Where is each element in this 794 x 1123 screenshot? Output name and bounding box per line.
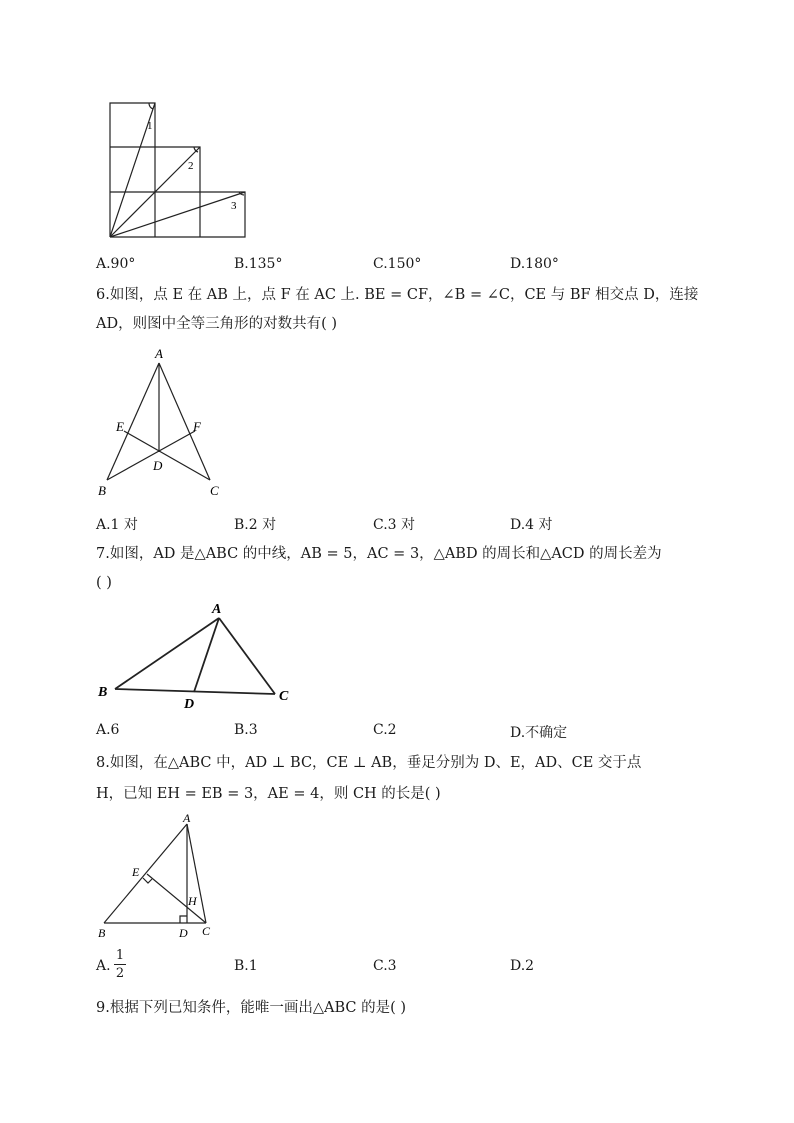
q7-stem-line2: ( ) [96, 575, 112, 591]
q8-label-d: D [179, 926, 188, 940]
q7-label-b: B [98, 685, 108, 700]
q5-option-a[interactable]: A.90° [96, 256, 136, 272]
q9-stem-line1: 9.根据下列已知条件，能唯一画出△ABC 的是( ) [96, 1000, 407, 1016]
q6-option-c[interactable]: C.3 对 [373, 517, 416, 533]
q8-fraction-denominator: 2 [115, 966, 125, 981]
q7-option-a[interactable]: A.6 [96, 722, 120, 738]
q8-option-d[interactable]: D.2 [510, 958, 535, 974]
q8-stem-line1: 8.如图，在△ABC 中，AD ⊥ BC，CE ⊥ AB，垂足分别为 D、E，AD、CE 交于点 [96, 755, 642, 771]
q8-option-a-prefix: A. [96, 958, 111, 974]
q5-option-c[interactable]: C.150° [373, 256, 422, 272]
q8-label-b: B [98, 926, 106, 940]
q5-diagonal-3 [110, 192, 245, 237]
q8-label-a: A [183, 811, 191, 825]
q6-option-d[interactable]: D.4 对 [510, 517, 553, 533]
q7-triangle-figure [92, 598, 302, 713]
q7-option-c[interactable]: C.2 [373, 722, 397, 738]
q6-stem-line1: 6.如图，点 E 在 AB 上，点 F 在 AC 上. BE = CF，∠B = ∠C，CE 与 BF 相交点 D，连接 [96, 287, 699, 303]
q7-stem-line1: 7.如图，AD 是△ABC 的中线，AB = 5，AC = 3，△ABD 的周长和△ACD 的周长差为 [96, 546, 662, 562]
q7-option-d[interactable]: D.不确定 [510, 725, 568, 741]
q5-option-d[interactable]: D.180° [510, 256, 559, 272]
q7-label-d: D [184, 697, 195, 712]
q6-label-e: E [116, 419, 124, 434]
q8-option-c[interactable]: C.3 [373, 958, 397, 974]
q8-option-a-fraction [114, 948, 126, 983]
q6-option-b[interactable]: B.2 对 [234, 517, 277, 533]
q7-option-b[interactable]: B.3 [234, 722, 258, 738]
q8-triangle-figure [92, 810, 222, 945]
q5-angle-label-2: 2 [188, 160, 194, 172]
q8-stem-line2: H，已知 EH = EB = 3，AE = 4，则 CH 的长是( ) [96, 786, 441, 802]
q5-option-b[interactable]: B.135° [234, 256, 283, 272]
q8-option-b[interactable]: B.1 [234, 958, 258, 974]
q6-triangle-figure [92, 343, 232, 503]
q6-label-d: D [153, 458, 163, 473]
q8-fraction-numerator: 1 [115, 948, 125, 963]
q8-label-h: H [188, 894, 197, 908]
q6-option-a[interactable]: A.1 对 [96, 517, 138, 533]
q5-angle-label-1: 1 [147, 120, 153, 132]
q6-label-a: A [155, 346, 163, 361]
q8-label-e: E [132, 865, 140, 879]
q5-grid-figure [100, 95, 260, 245]
q6-label-b: B [98, 483, 106, 498]
q6-label-c: C [210, 483, 219, 498]
q6-label-f: F [193, 419, 201, 434]
q8-label-c: C [202, 924, 211, 938]
q7-label-a: A [212, 602, 222, 617]
q7-label-c: C [279, 689, 289, 704]
q6-stem-line2: AD，则图中全等三角形的对数共有( ) [96, 316, 338, 332]
q5-angle-label-3: 3 [231, 200, 237, 212]
